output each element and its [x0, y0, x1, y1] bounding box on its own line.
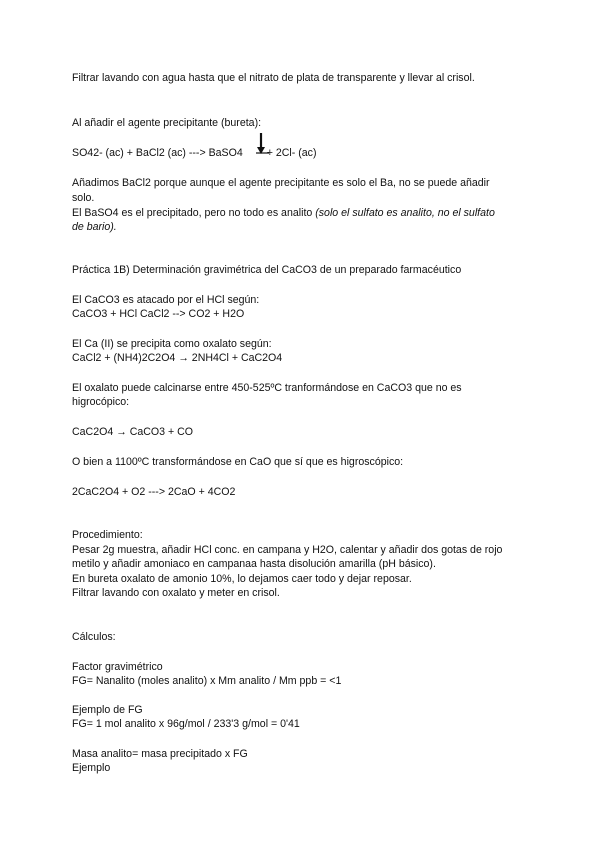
text-precipitado: El BaSO4 es el precipitado, pero no todo es analito: [72, 207, 316, 219]
text-line-ejemplo-fg: Ejemplo de FG: [72, 704, 143, 716]
text-line-filtrar-agua: Filtrar lavando con agua hasta que el nitrato de plata de transparente y llevar al crisol.: [72, 72, 475, 84]
text-note-italic: (solo el sulfato es analito, no el sulfato: [315, 207, 495, 219]
equation-cao: 2CaC2O4 + O2 ---> 2CaO + 4CO2: [72, 486, 236, 498]
equation-right-side: + 2Cl- (ac): [266, 147, 317, 159]
text-line-procedimiento-1: Pesar 2g muestra, añadir HCl conc. en campana y H2O, calentar y añadir dos gotas de rojo: [72, 544, 503, 556]
text-line-solo: solo.: [72, 192, 95, 204]
text-line-procedimiento-3: En bureta oxalato de amonio 10%, lo dejamos caer todo y dejar reposar.: [72, 573, 412, 585]
section-heading-practica-1b: Práctica 1B) Determinación gravimétrica del CaCO3 de un preparado farmacéutico: [72, 264, 462, 276]
equation-sulfato-bario: [72, 146, 316, 161]
equation-caco3-hcl: CaCO3 + HCl CaCl2 --> CO2 + H2O: [72, 308, 245, 320]
text-line-caco3-atacado: El CaCO3 es atacado por el HCl según:: [72, 294, 260, 306]
text-line-procedimiento-2: metilo y añadir amoniaco en campanaa hasta disolución amarilla (pH básico).: [72, 558, 436, 570]
equation-left-side: SO42- (ac) + BaCl2 (ac) ---> BaSO4: [72, 147, 243, 159]
text-line-agente-precipitante: Al añadir el agente precipitante (bureta):: [72, 117, 262, 129]
formula-masa-analito: Masa analito= masa precipitado x FG: [72, 748, 248, 760]
section-heading-procedimiento: Procedimiento:: [72, 529, 143, 541]
formula-fg: FG= Nanalito (moles analito) x Mm analito / Mm ppb = <1: [72, 675, 342, 687]
text-line-de-bario: de bario).: [72, 221, 117, 233]
text-line-anadimos-bacl2: Añadimos BaCl2 porque aunque el agente precipitante es solo el Ba, no se puede añadir: [72, 177, 490, 189]
text-line-procedimiento-4: Filtrar lavando con oxalato y meter en crisol.: [72, 587, 280, 599]
text-line-ca-precipita: El Ca (II) se precipita como oxalato según:: [72, 338, 272, 350]
text-line-1100c: O bien a 1100ºC transformándose en CaO que sí que es higroscópico:: [72, 456, 404, 468]
text-line-baso4-precipitado: [72, 206, 495, 221]
text-line-oxalato-calcinarse: El oxalato puede calcinarse entre 450-525ºC tranformándose en CaCO3 que no es: [72, 382, 462, 394]
down-arrow-precipitate-icon: [256, 132, 270, 158]
text-line-ejemplo: Ejemplo: [72, 762, 111, 774]
formula-fg-ejemplo: FG= 1 mol analito x 96g/mol / 233'3 g/mol = 0'41: [72, 718, 300, 730]
section-heading-calculos: Cálculos:: [72, 631, 116, 643]
text-line-higrocopico: higrocópico:: [72, 396, 130, 408]
equation-cac2o4-caco3: CaC2O4 → CaCO3 + CO: [72, 426, 193, 438]
equation-oxalato: CaCl2 + (NH4)2C2O4 → 2NH4Cl + CaC2O4: [72, 352, 283, 364]
text-line-factor-gravimetrico: Factor gravimétrico: [72, 661, 163, 673]
